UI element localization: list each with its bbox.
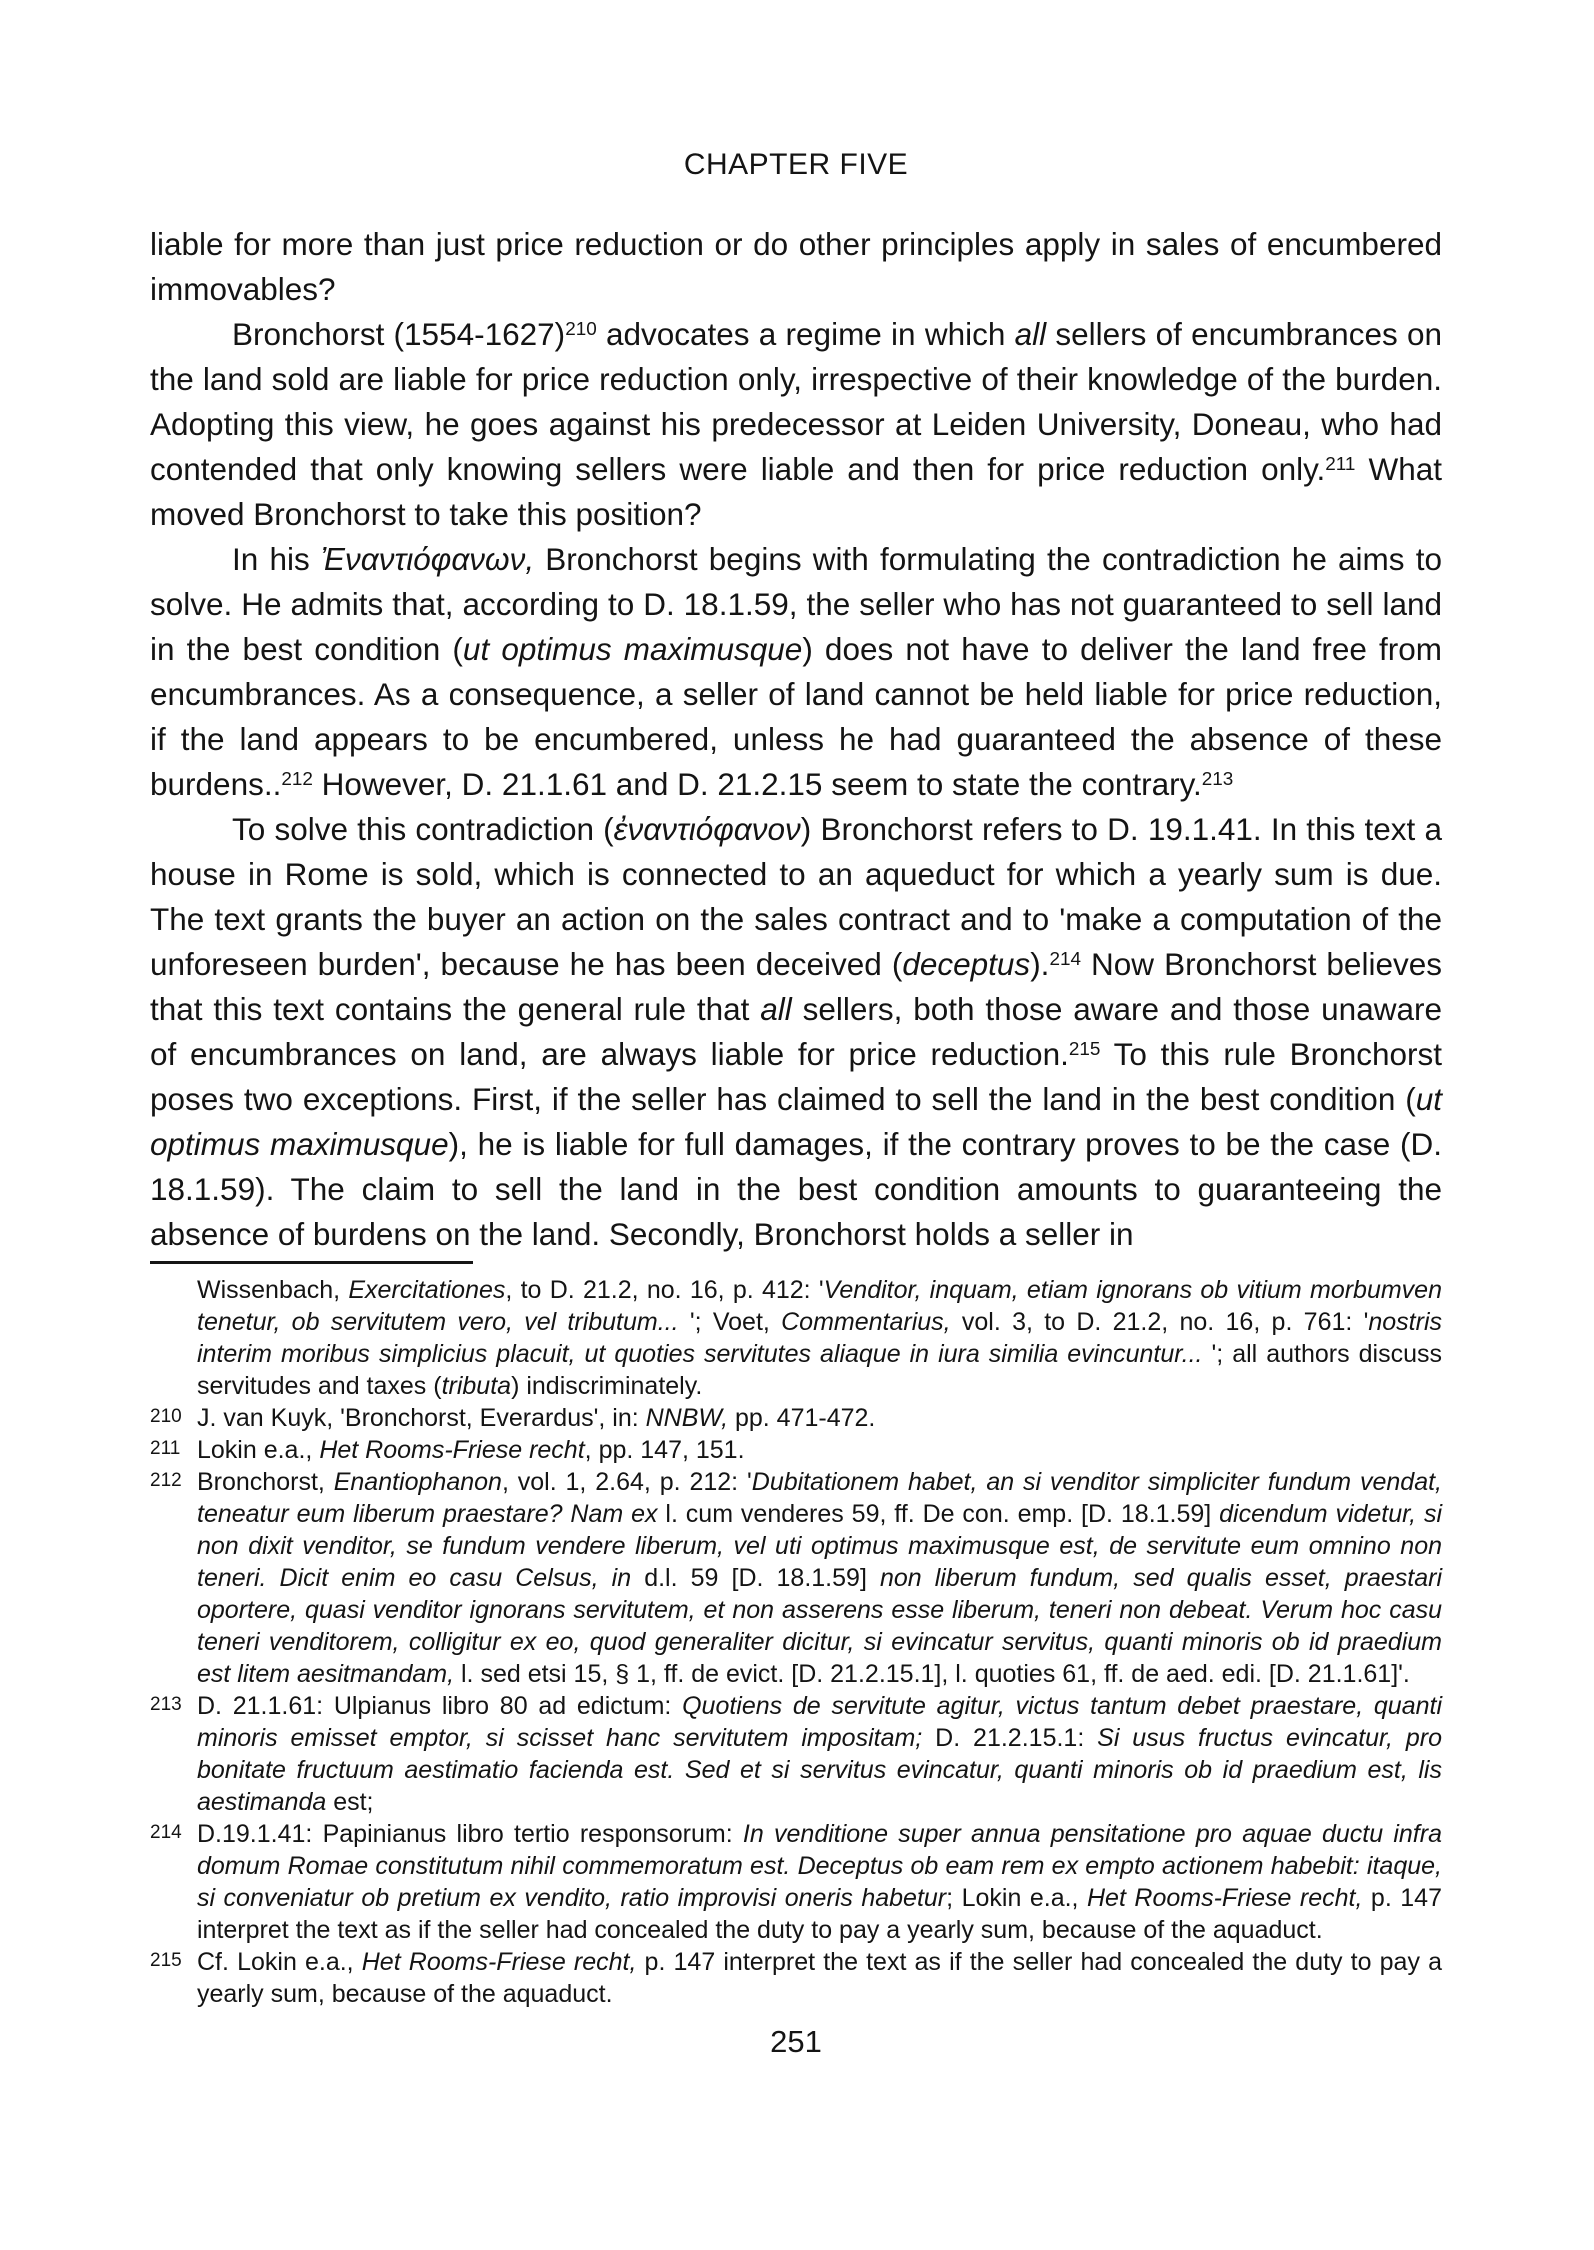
italic-text-segment: nostris interim moribus simplicius placuit, ut quoties servitutes aliaque in iura similia evincuntur... (197, 1308, 1443, 1368)
italic-text-segment: Venditor, inquam, etiam ignorans ob vitium morbumven tenetur, ob servitutem vero, vel tributum... (197, 1276, 1442, 1336)
text-segment: , to D. 21.2, no. 16, p. 412: ' (505, 1276, 824, 1304)
text-segment: '; all authors discuss servitudes and taxes ( (197, 1340, 1442, 1400)
text-segment: vol. 3, to D. 21.2, no. 16, p. 761: ' (950, 1308, 1369, 1336)
italic-text-segment: Ἐναντιόφανων, (320, 541, 535, 577)
italic-text-segment: NNBW, (645, 1404, 729, 1432)
text-segment: d.l. 59 [D. 18.1.59] (631, 1564, 880, 1592)
body-text (150, 222, 1442, 1257)
footnote-number: 213 (150, 1694, 182, 1715)
italic-text-segment: non liberum fundum, sed qualis esset, praestari oportere, quasi venditor ignorans servitutem, et non asserens esse liberum, teneri non debeat. Verum hoc casu teneri venditorem, colligitur ex eo, quod generaliter dicitur, si evincatur servitus, quanti minoris ob id praedium est litem aesitmandam, (197, 1564, 1442, 1688)
italic-text-segment: Het Rooms-Friese recht, (361, 1948, 637, 1976)
footnote-number: 211 (150, 1438, 181, 1459)
footnote (150, 1402, 1442, 1434)
footnote-ref: 215 (1068, 1038, 1101, 1060)
italic-text-segment: In venditione super annua pensitatione pro aquae ductu infra domum Romae constitutum nihil commemoratum est. Deceptus ob eam rem ex empto actionem habebit: itaque, si conveniatur ob pretium ex vendito, ratio improvisi oneris habetur (197, 1820, 1442, 1912)
footnote-text (197, 1818, 1442, 1946)
text-segment: p. 147 interpret the text as if the seller had concealed the duty to pay a yearly sum, because of the aquaduct. (197, 1948, 1442, 2008)
text-segment: sellers, both those aware and those unaware of encumbrances on land, are always liable for price reduction. (150, 991, 1442, 1072)
italic-text-segment: Commentarius, (781, 1308, 951, 1336)
text-segment: ) does not have to deliver the land free from encumbrances. As a consequence, a seller of land cannot be held liable for price reduction, if the land appears to be encumbered, unless he had guaranteed the absence of these burdens.. (150, 631, 1442, 802)
italic-text-segment: all (1014, 316, 1047, 352)
footnote-separator (150, 1261, 473, 1264)
footnote-number: 210 (150, 1406, 182, 1427)
text-segment: liable for more than just price reduction or do other principles apply in sales of encumbered immovables? (150, 226, 1442, 307)
text-segment: Now Bronchorst believes that this text contains the general rule that (150, 946, 1442, 1027)
footnote-number: 215 (150, 1950, 182, 1971)
text-segment: D. 21.2.15.1: (922, 1724, 1098, 1752)
paragraph (150, 312, 1442, 537)
text-segment: Lokin e.a., (197, 1436, 320, 1464)
footnote (150, 1818, 1442, 1946)
text-segment: ), he is liable for full damages, if the contrary proves to be the case (D. 18.1.59). The claim to sell the land in the best condition amounts to guaranteeing the absence of burdens on the land. Secondly, Bronchorst holds a seller in (150, 1126, 1443, 1252)
footnote-text (197, 1402, 1442, 1434)
footnote-text (197, 1434, 1442, 1466)
text-segment: What moved Bronchorst to take this position? (150, 451, 1442, 532)
italic-text-segment: Enantiophanon (333, 1468, 502, 1496)
paragraph (150, 222, 1442, 312)
text-segment: ) indiscriminately. (511, 1372, 703, 1400)
footnote (150, 1690, 1442, 1818)
footnote-number (150, 1273, 197, 1401)
text-segment: Wissenbach, (197, 1276, 349, 1304)
text-segment: pp. 471-472. (728, 1404, 876, 1432)
text-segment: In his (232, 541, 321, 577)
paragraph (150, 537, 1442, 807)
footnote-number: 214 (150, 1822, 182, 1843)
footnote (150, 1946, 1442, 2010)
text-segment: , vol. 1, 2.64, p. 212: ' (501, 1468, 752, 1496)
italic-text-segment: Dubitationem habet, an si venditor simpliciter fundum vendat, teneatur eum liberum praestare? Nam ex (197, 1468, 1443, 1528)
text-segment: ) Bronchorst refers to D. 19.1.41. In this text a house in Rome is sold, which is connected to an aqueduct for which a yearly sum is due. The text grants the buyer an action on the sales contract and to 'make a computation of the unforeseen burden', because he has been deceived ( (150, 811, 1442, 982)
text-segment: , pp. 147, 151. (584, 1436, 745, 1464)
text-segment: D.19.1.41: Papinianus libro tertio responsorum: (197, 1820, 743, 1848)
footnote-text (197, 1946, 1442, 2010)
text-segment: To solve this contradiction ( (232, 811, 614, 847)
footnote (150, 1434, 1442, 1466)
text-segment: Bronchorst (1554-1627) (232, 316, 566, 352)
text-segment: However, D. 21.1.61 and D. 21.2.15 seem to state the contrary. (312, 766, 1202, 802)
footnote-number: 212 (150, 1470, 182, 1491)
italic-text-segment: ut optimus maximusque (150, 1081, 1442, 1162)
footnote (150, 1466, 1442, 1690)
footnote-text (197, 1466, 1442, 1690)
italic-text-segment: all (760, 991, 792, 1027)
italic-text-segment: deceptus (902, 946, 1031, 982)
footnote-ref: 210 (565, 318, 597, 340)
text-segment: D. 21.1.61: Ulpianus libro 80 ad edictum: (197, 1692, 683, 1720)
text-segment: Cf. Lokin e.a., (197, 1948, 362, 1976)
text-segment: To this rule Bronchorst poses two exceptions. First, if the seller has claimed to sell the land in the best condition ( (150, 1036, 1442, 1117)
text-segment: est; (326, 1788, 374, 1816)
italic-text-segment: Quotiens de servitute agitur, victus tantum debet praestare, quanti minoris emisset emptor, si scisset hanc servitutem impositam; (197, 1692, 1442, 1752)
italic-text-segment: ut optimus maximusque (462, 631, 803, 667)
text-segment: J. van Kuyk, 'Bronchorst, Everardus', in: (197, 1404, 646, 1432)
italic-text-segment: tributa (441, 1372, 512, 1400)
paragraph (150, 807, 1442, 1257)
italic-text-segment: Si usus fructus evincatur, pro bonitate fructuum aestimatio facienda est. Sed et si servitus evincatur, quanti minoris ob id praedium est, lis aestimanda (197, 1724, 1442, 1816)
text-segment: ). (1030, 946, 1050, 982)
italic-text-segment: dicendum videtur, si non dixit venditor, se fundum vendere liberum, vel uti optimus maximusque est, de servitute eum omnino non teneri. Dicit enim eo casu Celsus, in (197, 1500, 1442, 1592)
chapter-header: CHAPTER FIVE (683, 148, 909, 181)
text-segment: advocates a regime in which (596, 316, 1015, 352)
text-segment: Bronchorst begins with formulating the contradiction he aims to solve. He admits that, according to D. 18.1.59, the seller who has not guaranteed to sell land in the best condition ( (150, 541, 1442, 667)
footnote-ref: 212 (281, 768, 313, 790)
page-number: 251 (770, 2024, 822, 2059)
footnote-ref: 214 (1049, 948, 1081, 970)
italic-text-segment: Het Rooms-Friese recht (319, 1436, 585, 1464)
text-segment: l. cum venderes 59, ff. De con. emp. [D. 18.1.59] (657, 1500, 1220, 1528)
footnotes (150, 1274, 1442, 2010)
italic-text-segment: ἐναντιόφανον (613, 811, 801, 847)
footnote-text (197, 1690, 1442, 1818)
footnote (150, 1274, 1442, 1402)
text-segment: sellers of encumbrances on the land sold are liable for price reduction only, irrespective of their knowledge of the burden. Adopting this view, he goes against his predecessor at Leiden University, Doneau, who had contended that only knowing sellers were liable and then for price reduction only. (150, 316, 1442, 487)
italic-text-segment: Exercitationes (348, 1276, 506, 1304)
text-segment: l. sed etsi 15, § 1, ff. de evict. [D. 21.2.15.1], l. quoties 61, ff. de aed. edi. [D. 21.1.61]'. (454, 1660, 1410, 1688)
text-segment: '; Voet, (689, 1308, 782, 1336)
text-segment: p. 147 interpret the text as if the seller had concealed the duty to pay a yearly sum, because of the aquaduct. (197, 1884, 1442, 1944)
footnote-ref: 211 (1325, 453, 1356, 475)
text-segment: Bronchorst, (197, 1468, 334, 1496)
text-segment: ; Lokin e.a., (946, 1884, 1087, 1912)
italic-text-segment: Het Rooms-Friese recht, (1087, 1884, 1363, 1912)
footnote-text (197, 1274, 1442, 1402)
footnote-ref: 213 (1201, 768, 1234, 790)
